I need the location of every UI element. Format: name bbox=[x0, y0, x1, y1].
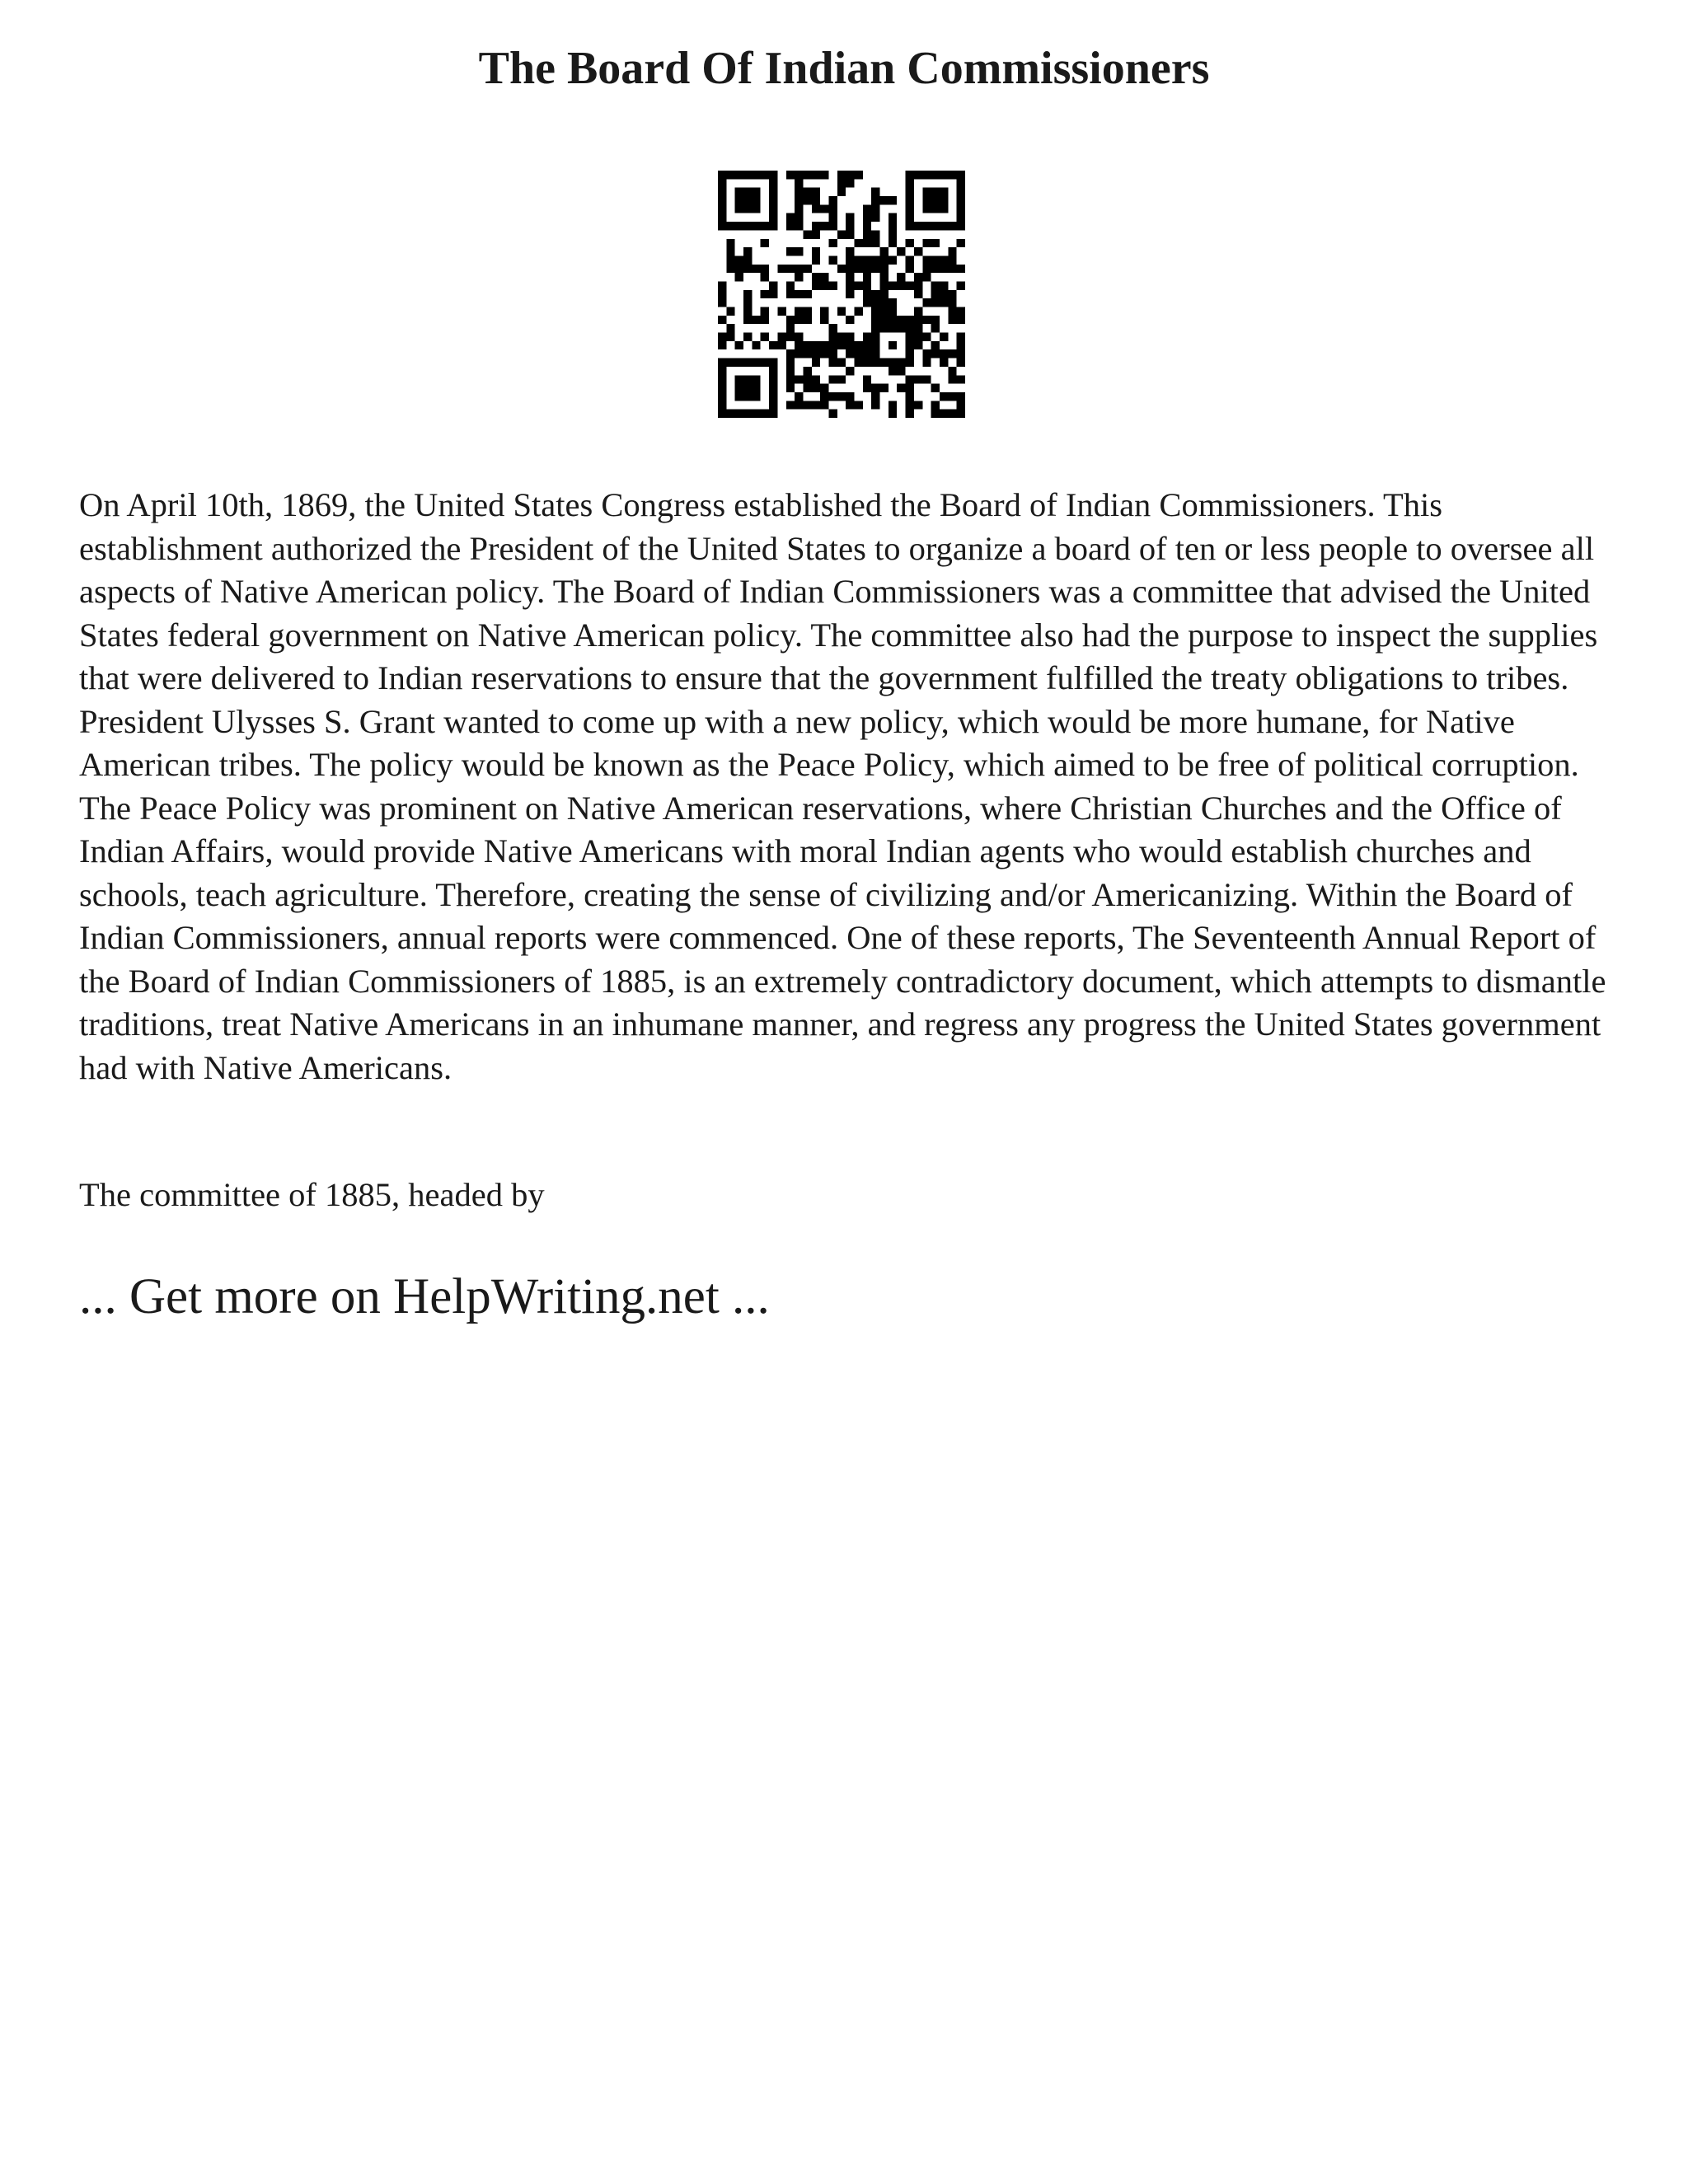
qr-code-icon bbox=[718, 171, 965, 418]
body-paragraph-2: The committee of 1885, headed by bbox=[79, 1176, 545, 1213]
document-title: The Board Of Indian Commissioners bbox=[478, 43, 1210, 94]
qr-code-graphic bbox=[718, 171, 965, 418]
body-paragraph-1: On April 10th, 1869, the United States Congress established the Board of Indian Commissioners. This establishment authorized the President of the United States to organize a board of ten or less people to oversee all aspects of Native American policy. The Board of Indian Commissioners was a committee that advised the United States federal government on Native American policy. The committee also had the purpose to inspect the supplies that were delivered to Indian reservations to ensure that the government fulfilled the treaty obligations to tribes. President Ulysses S. Grant wanted to come up with a new policy, which would be more humane, for Native American tribes. The policy would be known as the Peace Policy, which aimed to be free of political corruption. The Peace Policy was prominent on Native American reservations, where Christian Churches and the Office of Indian Affairs, would provide Native Americans with moral Indian agents who would establish churches and schools, teach agriculture. Therefore, creating the sense of civilizing and/or Americanizing. Within the Board of Indian Commissioners, annual reports were commenced. One of these reports, The Seventeenth Annual Report of the Board of Indian Commissioners of 1885, is an extremely contradictory document, which attempts to dismantle traditions, treat Native Americans in an inhumane manner, and regress any progress the United States government had with Native Americans. bbox=[79, 486, 1606, 1086]
get-more-link[interactable]: ... Get more on HelpWriting.net ... bbox=[79, 1269, 770, 1324]
